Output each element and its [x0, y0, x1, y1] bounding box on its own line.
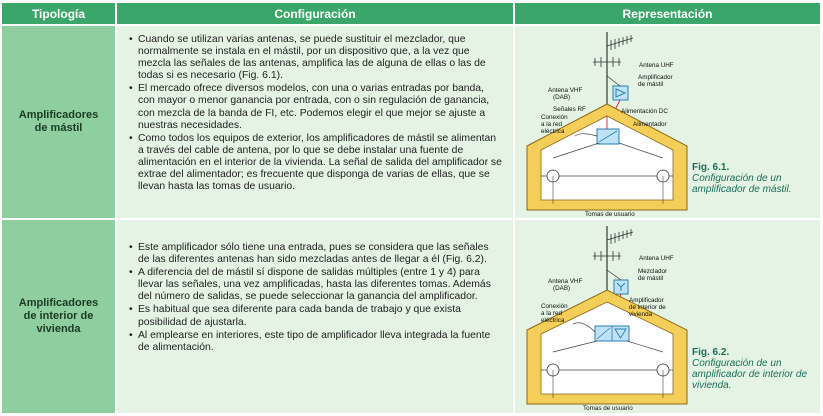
header-representacion: Representación [515, 3, 820, 24]
figure-caption [692, 347, 816, 391]
label-con: eléctrica [541, 128, 565, 135]
label-vhf: Antena VHF [548, 278, 583, 285]
typology-label: Amplificadores de mástil [18, 109, 99, 134]
typology-cell-2 [2, 220, 115, 413]
figure-caption [692, 162, 816, 195]
table [2, 3, 820, 413]
configuration-cell-1 [117, 26, 513, 218]
uhf-antenna-icon [607, 229, 633, 244]
bullet-list [129, 34, 503, 193]
label-amp: Amplificador [629, 297, 664, 304]
label-mixer: Mezclador [638, 268, 668, 275]
label-vhf: (DAB) [553, 285, 571, 292]
label-uhf: Antena UHF [639, 255, 674, 262]
label-vhf: Antena VHF [548, 87, 583, 94]
mast-amplifier-diagram [515, 26, 700, 218]
bullet-item: • Cuando se utilizan varias antenas, se puede sustituir el mezclador, que normalmente se instala en el mástil, por un dispositivo que, a la vez que mezcla las señales de las antenas, amplifica las de alguna de ellas o las de todas si es necesario (Fig. 6.1). [129, 34, 503, 82]
label-tomas: Tomas de usuario [585, 211, 635, 218]
label-con: a la red [541, 310, 563, 317]
label-mixer: de mástil [638, 275, 664, 282]
label-con: Conexión [541, 303, 568, 310]
bullet-item: • Como todos los equipos de exterior, los amplificadores de mástil se alimentan a través del cable de antena, por lo que se debe instalar una fuente de alimentación en el interior de la vivienda. La señal de salida del amplificador se extrae del alimentador; es frecuente que disponga de varias de ellas, que se llevan hasta las tomas de usuario. [129, 133, 503, 193]
label-con: Conexión [541, 114, 568, 121]
label-con: eléctrica [541, 317, 565, 324]
uhf-antenna-icon [607, 35, 633, 50]
bullet-item: • El mercado ofrece diversos modelos, con una o varias entradas por banda, con mayor o menor ganancia por entrada, con o sin regulación de ganancia, con mezcla de la banda de FI, etc. Podemos elegir el que mejor se ajuste a nuestras necesidades. [129, 83, 503, 131]
label-amp: Amplificador [638, 74, 673, 81]
header-tipologia: Tipología [2, 3, 115, 24]
label-amp: de interior de [629, 304, 666, 311]
figure-text: Configuración de un amplificador de mástil. [692, 173, 792, 195]
bullet-item: • Este amplificador sólo tiene una entrada, pues se considera que las señales de las diferentes antenas han sido mezcladas antes de llegar a él (Fig. 6.2). [129, 242, 503, 266]
label-uhf: Antena UHF [639, 62, 674, 69]
bullet-item: • Es habitual que sea diferente para cada banda de trabajo y que exista posibilidad de ajustarla. [129, 304, 503, 328]
label-vhf: (DAB) [553, 94, 571, 101]
configuration-cell-2 [117, 220, 513, 413]
indoor-amplifier-diagram [515, 220, 700, 413]
label-rf: Señales RF [553, 106, 586, 113]
bullet-item: • A diferencia del de mástil sí dispone de salidas múltiples (entre 1 y 4) para llevar las señales, una vez amplificadas, hasta las diferentes tomas. Además del número de salidas, se puede seleccionar la ganancia del amplificador. [129, 267, 503, 303]
label-amp: de mástil [638, 81, 664, 88]
label-feed: Alimentador [633, 121, 667, 128]
label-amp: vivienda [629, 311, 653, 318]
label-tomas: Tomas de usuario [583, 405, 633, 412]
representation-cell-2 [515, 220, 820, 413]
figure-number: Fig. 6.1. [692, 162, 730, 173]
figure-number: Fig. 6.2. [692, 347, 730, 358]
representation-cell-1 [515, 26, 820, 218]
label-con: a la red [541, 121, 563, 128]
label-dc: Alimentación DC [621, 108, 668, 115]
figure-text: Configuración de un amplificador de interior de vivienda. [692, 358, 808, 391]
typology-cell-1 [2, 26, 115, 218]
typology-label: Amplificadores de interior de vivienda [18, 297, 99, 335]
header-configuracion: Configuración [117, 3, 513, 24]
bullet-item: • Al emplearse en interiores, este tipo de amplificador lleva integrada la fuente de alimentación. [129, 330, 503, 354]
bullet-list [129, 242, 503, 354]
